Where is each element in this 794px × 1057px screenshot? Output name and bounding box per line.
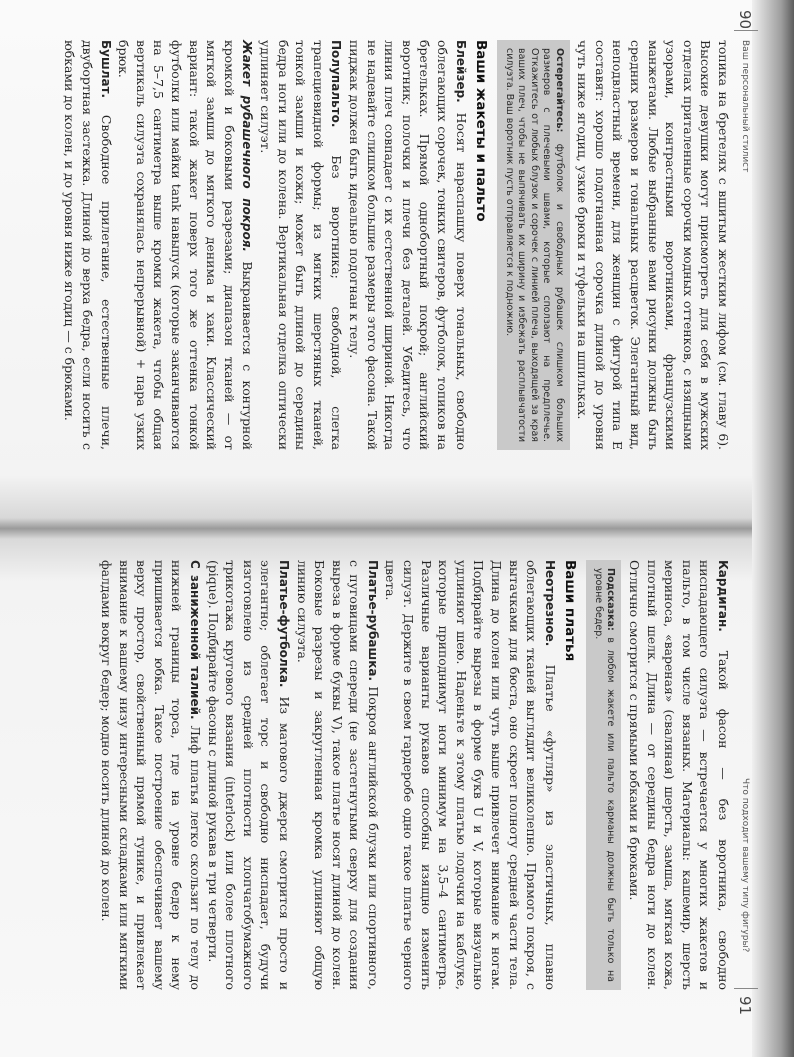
item-text: Платье «футляр» из эластичных, плавно облегающих тканей выглядит великолепно. Прямого покроя, с вытачками для бюста, оно скроет полноту средней части тела. Длина до колен или чуть выше привлечет внимание к ногам. Подбирайте вырезы в форме букв U и V, которые визуально удлиняют шею. Наденьте к этому платью лодочки на каблуке, которые приподнимут ноги минимум на 3,5–4 сантиметра. Различные варианты рукавов способны изящно изменить силуэт. Держите в своем гардеробе одно такое платье черного цвета. bbox=[383, 560, 558, 990]
tip-callout bbox=[586, 560, 621, 990]
item-term: С заниженной талией. bbox=[187, 560, 202, 720]
warning-callout bbox=[497, 40, 570, 450]
item-text: Лиф платья легко скользит по телу до нижней границы торса, где на уровне бедер к нему пришивается юбка. Такое построение обеспечивает вашему верху простор, свойственный прямой тунике, и привлекает внимание к вашему низу интересными складками или мягкими фалдами вокруг бедер; модно носить длиной до колен. bbox=[99, 560, 203, 990]
list-item bbox=[293, 560, 382, 990]
item-text: Выкраивается с контурной кромкой и боковыми разрезами; диапазон тканей — от мягкой замши до мягкого денима и хаки. Классический вариант: такой жакет поверх того же оттенка тонкой футболки или майки tank навыпуск (которые заканчиваются на 5–7,5 сантиметра выше кромки жакета, чтобы общая вертикаль силуэта сохранялась непрерывной) + пара узких брюк. bbox=[116, 40, 256, 450]
footer-rule bbox=[734, 30, 758, 31]
list-item bbox=[382, 560, 559, 990]
item-text: Свободное прилегание, естественные плечи, двубортная застежка. Длиной до верха бедра, если носить с юбками до колен, и до уровня ниже ягодиц — с брюками. bbox=[62, 40, 114, 450]
page-number: 91 bbox=[736, 996, 754, 1016]
list-item bbox=[61, 40, 115, 450]
section-title: Ваши жакеты и пальто bbox=[473, 40, 490, 222]
callout-text: футболок и свободных рубашек слишком больших размеров с плечевыми швами, которые сползают на предплечье. Откажитесь от любых блузок и сорочек с линией плеча, выходящей за края ваших плеч, чтобы не выпячивать их ширину и избежать расплывчатости силуэта. Ваш воротник пусть отправляется к подножию. bbox=[503, 48, 565, 442]
left-page bbox=[0, 0, 794, 518]
footer-rule bbox=[734, 988, 758, 989]
item-text: Покроя английской блузки или спортивного, с пуговицами спереди (не застегнутыми сверху для создания выреза в форме буквы V), такое платье носят длиной до колен. Боковые разрезы и закругленная кромка удлиняют общую линию силуэта. bbox=[294, 560, 381, 990]
page-footer bbox=[736, 10, 754, 29]
list-item bbox=[345, 40, 469, 450]
item-term: Бушлат. bbox=[98, 40, 113, 99]
item-text: Без воротника; свободной, слегка трапециевидной формы; из мягких шерстяных тканей, тонкой замши и кожи; может быть длиной до середины бедра ноги или до колена. Вертикальная отделка оптически удлиняет силуэт. bbox=[258, 40, 345, 450]
item-term: Неотрезное. bbox=[542, 560, 557, 647]
item-text: Носят нараспашку поверх тональных, свободно облегающих сорочек, тонких свитеров, футболок, топиков на бретельках. Прямой однобортный покрой; английский воротник; полочки и плечи без деталей. Убедитесь, что линия плеч совпадает с их естественной шириной. Никогда не надевайте слишком большие размеры этого фасона. Такой пиджак должен быть идеально подогнан к телу. bbox=[347, 40, 469, 450]
paragraph-text bbox=[625, 560, 732, 990]
running-footer: Ваш персональный стилист bbox=[740, 40, 750, 173]
section-title: Ваши платья bbox=[562, 560, 579, 662]
item-term: Платье-футболка. bbox=[276, 560, 291, 688]
callout-text: в любом жакете или пальто карманы должны быть только на уровне бедер. bbox=[592, 568, 617, 982]
item-term: Блейзер. bbox=[453, 40, 468, 103]
paragraph-text: топика на бретелях с вшитым жестким лифом (см. главу 6). Высокие девушки могут присмотреть для себя в мужских отделах приталенные сорочки модных оттенков, с изящными узорами, контрастными воротниками, французскими манжетами. Любые выбранные вами рисунки должны быть средних размеров и тональных расцветок. Элегантный вид, неподвластный времени, для женщин с фигурой типа Е составят: хорошо подогнанная сорочка длиной до уровня чуть ниже ягодиц, узкие брюки и туфельки на шпильках. bbox=[575, 40, 731, 450]
item-term: Платье-рубашка. bbox=[365, 560, 380, 682]
list-item bbox=[256, 40, 345, 450]
running-footer: Что подходит вашему типу фигуры? bbox=[740, 778, 750, 953]
callout-label: Подсказка: bbox=[605, 568, 617, 631]
right-page bbox=[0, 518, 794, 1057]
item-term: Полупальто. bbox=[329, 40, 344, 128]
item-term: Кардиган. bbox=[716, 560, 730, 632]
page-number: 90 bbox=[736, 10, 754, 30]
list-item bbox=[115, 40, 257, 450]
item-text: Из матового джерси смотрится просто и элегантно; облегает торс и свободно ниспадает, будучи изготовлено из средней плотности хлопчатобумажного трикотажа кругового вязания (interlock) или более плотного (pique). Подбирайте фасоны с длиной рукава в три четверти. bbox=[205, 560, 292, 990]
item-text: Такой фасон — без воротника, свободно ниспадающего силуэта — встречается у многих жакетов и пальто, в том числе вязаных. Материалы: кашемир, шерсть мериноса, «вареная» (сваляная) шерсть, замша, мягкая кожа, плотный шелк. Длина — от середины бедра ноги до колен. Отлично смотрится с прямыми юбками и брюками. bbox=[627, 560, 731, 990]
list-item bbox=[204, 560, 293, 990]
callout-label: Остерегайтесь: bbox=[553, 48, 565, 133]
list-item bbox=[97, 560, 204, 990]
right-text-column bbox=[97, 560, 732, 990]
item-term: Жакет рубашечного покроя. bbox=[240, 40, 255, 252]
left-text-column bbox=[61, 40, 732, 450]
page-footer bbox=[736, 996, 754, 1015]
